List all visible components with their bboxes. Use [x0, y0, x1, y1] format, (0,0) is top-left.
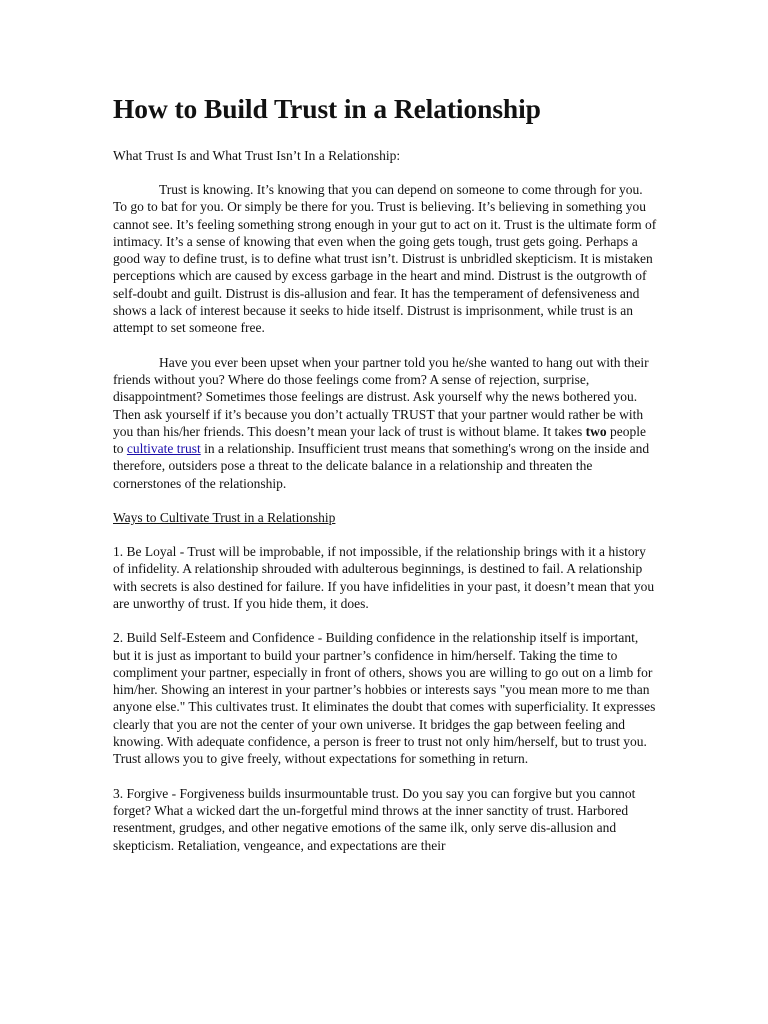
paragraph-text: Have you ever been upset when your partner told you he/she wanted to hang out with their friends without you? Where do those feelings come from? A sense of rejection, surprise, disappointment? Sometimes those feelings are distrust. Ask yourself why the news bothered you. Then ask yourself if it’s because you don’t actually TRUST that your partner would rather be with you than his/her friends. This doesn’t mean your lack of trust is without blame. It takes: [113, 354, 649, 439]
document-page: [113, 92, 658, 871]
document-title: How to Build Trust in a Relationship: [113, 93, 541, 124]
section-heading: Ways to Cultivate Trust in a Relationship: [113, 510, 336, 526]
paragraph-text: people to: [113, 423, 647, 457]
paragraph-partner-friends: [113, 354, 658, 492]
list-item-forgive: 3. Forgive - Forgiveness builds insurmountable trust. Do you say you can forgive but you cannot forget? What a wicked dart the un-forgetful mind throws at the inner sanctity of trust. Harbored resentment, grudges, and other negative emotions of the same ilk, only serve dis-allusion and skepticism. Retaliation, vengeance, and expectations are their: [113, 785, 636, 853]
list-item-be-loyal: 1. Be Loyal - Trust will be improbable, if not impossible, if the relationship brings with it a history of infidelity. A relationship shrouded with adulterous beginnings, is destined to fail. A relationship with secrets is also destined for failure. If you have infidelities in your past, it doesn’t mean that you are unworthy of trust. If you hide them, it does.: [113, 544, 655, 611]
paragraph-text: in a relationship. Insufficient trust means that something's wrong on the inside and therefore, outsiders pose a threat to the delicate balance in a relationship and threaten the cornerstones of the relationship.: [113, 441, 650, 491]
document-subtitle: What Trust Is and What Trust Isn’t In a Relationship:: [113, 148, 401, 163]
bold-word: two: [585, 423, 607, 439]
cultivate-trust-link[interactable]: cultivate trust: [126, 441, 201, 457]
paragraph-trust-definition: Trust is knowing. It’s knowing that you can depend on someone to come through for you. To go to bat for you. Or simply be there for you. Trust is believing. It’s believing in something you cannot see. It’s feeling something strong enough in your gut to act on it. Trust is the ultimate form of intimacy. It’s a sense of knowing that even when the going gets tough, trust gets going. Perhaps a good way to define trust, is to define what trust isn’t. Distrust is unbridled skepticism. It is mistaken perceptions which are caused by excess garbage in the heart and mind. Distrust is the outgrowth of self-doubt and guilt. Distrust is dis-allusion and fear. It has the temperament of defensiveness and shows a lack of interest because it seeks to hide itself. Distrust is imprisonment, while trust is an attempt to set someone free.: [113, 182, 657, 336]
list-item-build-self-esteem: 2. Build Self-Esteem and Confidence - Building confidence in the relationship itself is important, but it is just as important to build your partner’s confidence in him/herself. Taking the time to compliment your partner, especially in front of others, shows you are willing to go out on a limb for him/her. Showing an interest in your partner’s hobbies or interests says "you mean more to me than anyone else." This cultivates trust. It eliminates the doubt that comes with superficiality. It expresses clearly that you are not the center of your own universe. It bridges the gap between feeling and knowing. With adequate confidence, a person is freer to trust not only him/herself, but to trust you. Trust allows you to give freely, without expectations for something in return.: [113, 630, 656, 767]
